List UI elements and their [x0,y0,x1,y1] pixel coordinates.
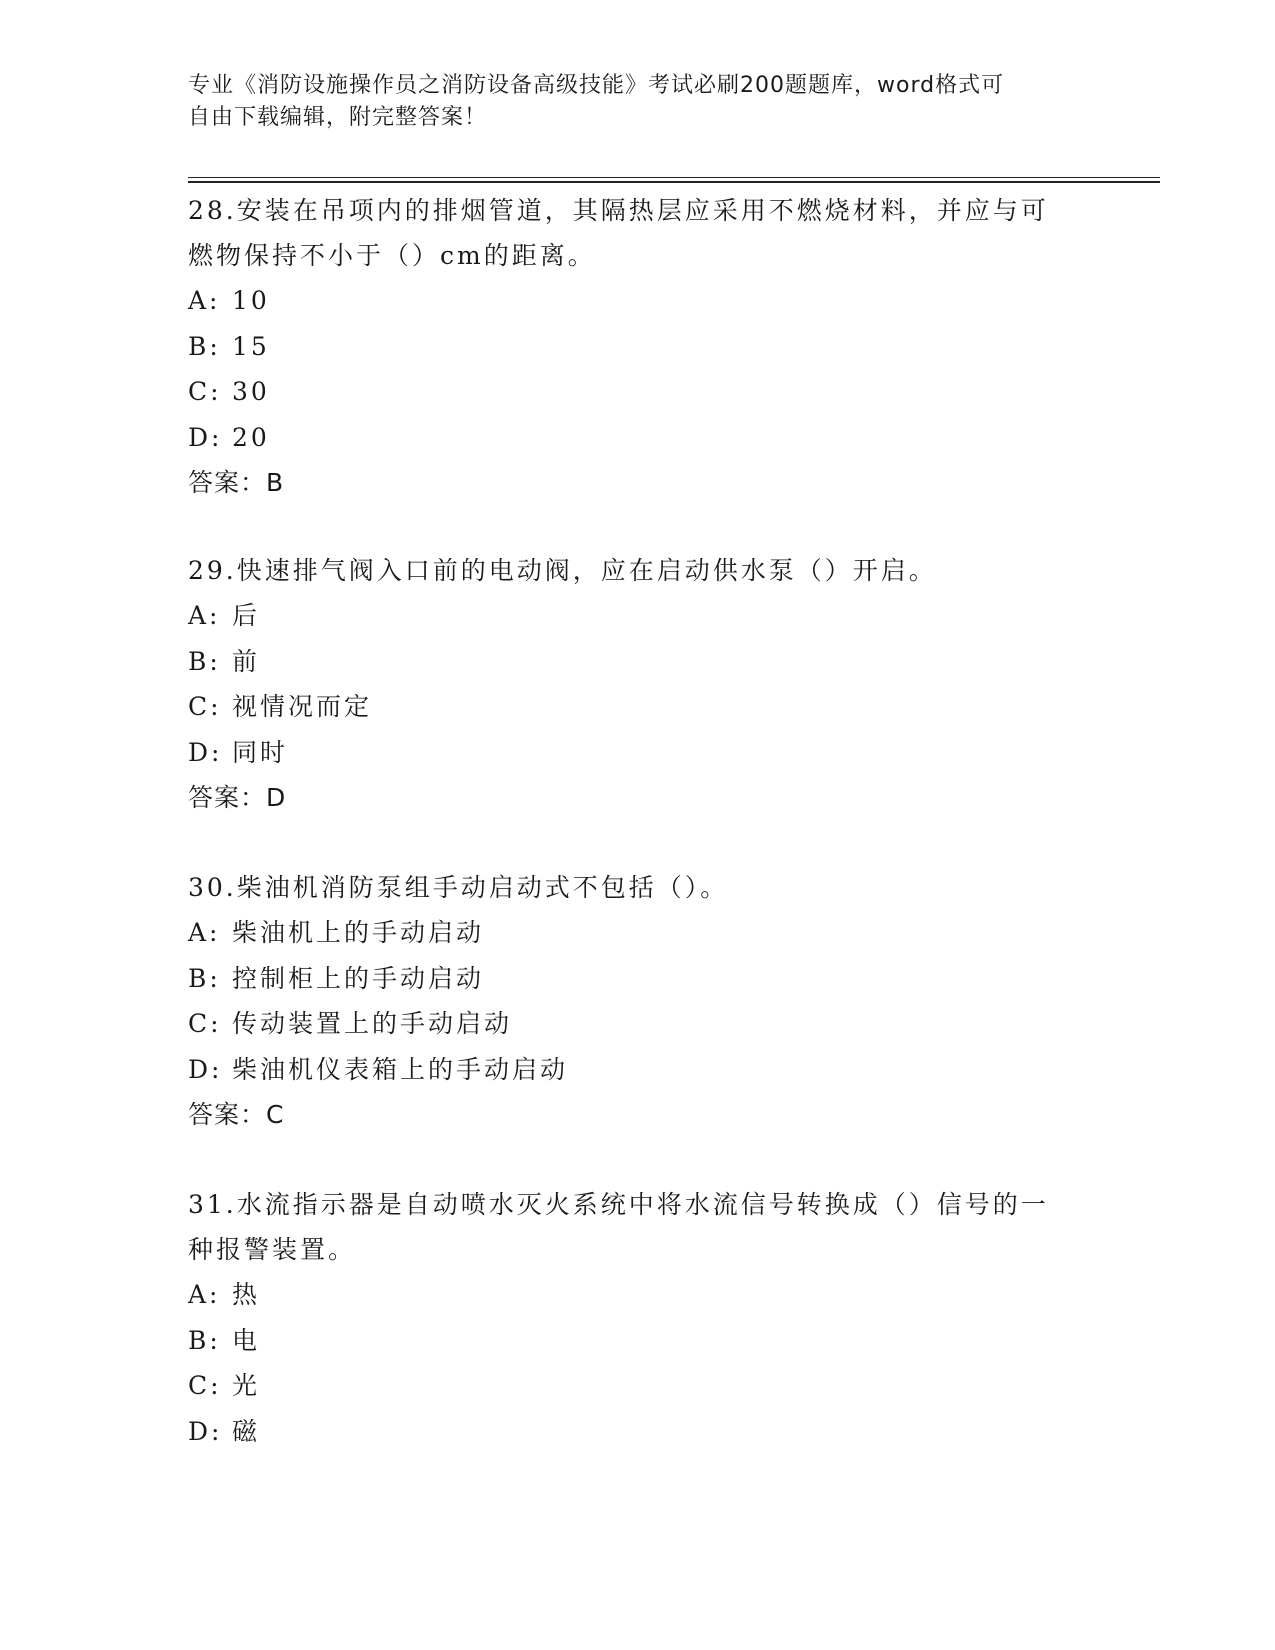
option-text: 热 [232,1280,261,1309]
question-28 [188,188,1088,505]
option-key: D: [188,1416,223,1446]
option-d [188,1047,1088,1093]
question-stem: 31.水流指示器是自动喷水灭火系统中将水流信号转换成（）信号的一 [188,1190,1049,1219]
option-text: 前 [232,646,261,676]
header-divider-thin [188,177,1160,178]
option-a [188,910,1088,956]
option-b [188,324,1088,370]
question-stem-continued: 燃物保持不小于（）cm的距离。 [188,241,596,270]
option-text: 10 [232,286,270,315]
question-29 [188,548,1088,820]
question-stem-continued: 种报警装置。 [188,1235,357,1264]
option-text: 控制柜上的手动启动 [232,963,485,993]
option-text: 同时 [232,737,289,767]
option-key: C: [188,377,222,406]
option-c [188,684,1088,730]
header-line-2: 自由下载编辑，附完整答案！ [188,105,488,130]
option-a [188,1272,1088,1318]
question-stem: 29.快速排气阀入口前的电动阀，应在启动供水泵（）开启。 [188,556,937,585]
option-key: D: [188,737,223,767]
option-b [188,956,1088,1002]
option-c [188,369,1088,415]
option-text: 磁 [232,1416,261,1446]
document-header [188,70,1088,134]
question-stem: 28.安装在吊项内的排烟管道，其隔热层应采用不燃烧材料，并应与可 [188,196,1049,225]
option-text: 传动装置上的手动启动 [232,1009,513,1038]
option-key: A: [188,601,221,630]
answer: 答案：B [188,468,285,497]
option-key: A: [188,286,221,315]
option-key: A: [188,918,221,947]
option-text: 15 [232,331,270,361]
option-d [188,730,1088,776]
option-key: A: [188,1280,221,1309]
option-key: D: [188,1054,223,1084]
option-key: C: [188,1371,222,1400]
option-key: B: [188,963,221,993]
option-key: C: [188,1009,222,1038]
option-key: C: [188,692,222,721]
option-text: 光 [232,1371,261,1400]
option-c [188,1001,1088,1047]
question-31 [188,1182,1088,1454]
option-text: 电 [232,1325,261,1355]
header-divider-thick [188,181,1160,183]
option-text: 柴油机仪表箱上的手动启动 [232,1054,569,1084]
answer: 答案：D [188,783,287,812]
option-key: D: [188,422,223,452]
option-a [188,593,1088,639]
question-stem: 30.柴油机消防泵组手动启动式不包括（）。 [188,873,729,902]
option-b [188,639,1088,685]
option-key: B: [188,1325,221,1355]
option-text: 30 [232,377,270,406]
header-line-1: 专业《消防设施操作员之消防设备高级技能》考试必刷200题题库，word格式可 [188,73,1005,98]
option-d [188,415,1088,461]
answer: 答案：C [188,1100,285,1129]
option-d [188,1409,1088,1455]
option-text: 柴油机上的手动启动 [232,918,485,947]
option-text: 20 [232,422,270,452]
option-b [188,1318,1088,1364]
option-key: B: [188,646,221,676]
option-text: 视情况而定 [232,692,373,721]
option-a [188,278,1088,324]
option-key: B: [188,331,221,361]
option-text: 后 [232,601,261,630]
option-c [188,1363,1088,1409]
question-30 [188,865,1088,1137]
